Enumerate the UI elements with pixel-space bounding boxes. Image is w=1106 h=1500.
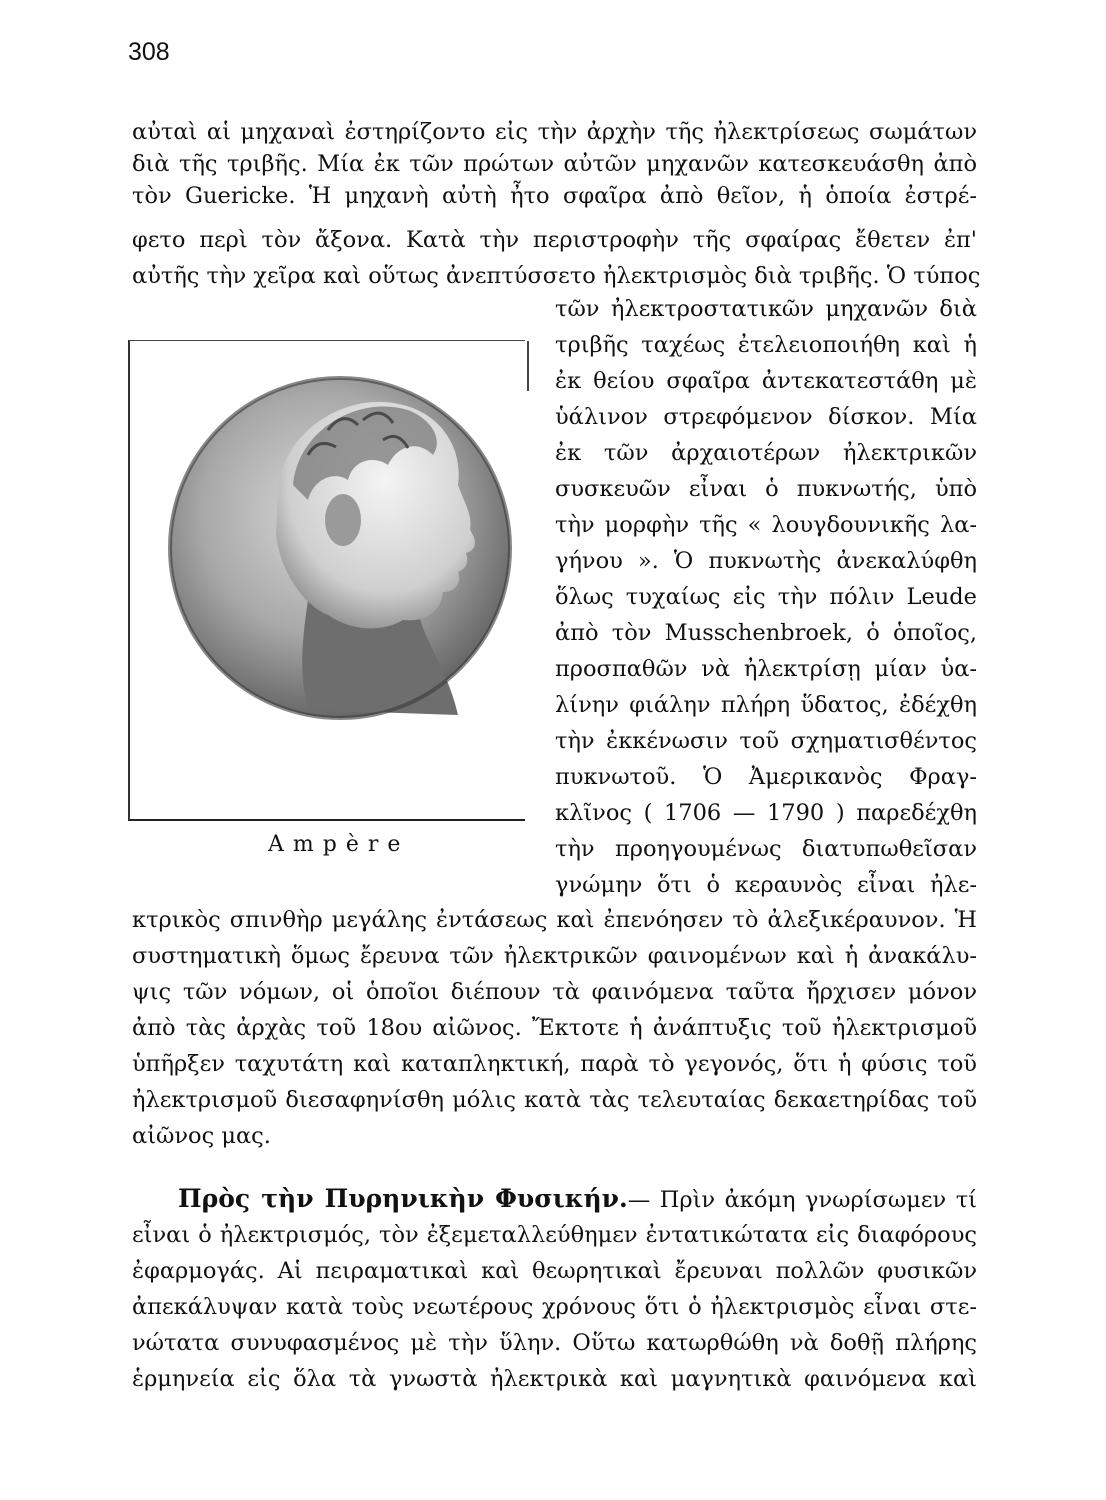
text-line: ἠλεκτρισμοῦ διεσαφηνίσθη μόλις κατὰ τὰς τελευταίας δεκαετηρίδας τοῦ [132,1087,977,1113]
text-line: ἀπὸ τὸν Musschenbroek, ὁ ὁποῖος, [555,620,977,646]
text-line: τῶν ἠλεκτροστατικῶν μηχανῶν διὰ [555,296,977,322]
text-line: αὐταὶ αἱ μηχαναὶ ἐστηρίζοντο εἰς τὴν ἀρχὴν τῆς ἠλεκτρίσεως σωμάτων [132,119,977,145]
page-number: 308 [128,38,170,66]
text-line: προσπαθῶν νὰ ἠλεκτρίσῃ μίαν ὑα- [555,656,977,682]
text-line: ψις τῶν νόμων, οἱ ὁποῖοι διέπουν τὰ φαινόμενα ταῦτα ἤρχισεν μόνον [132,979,977,1005]
section-heading: Πρὸς τὴν Πυρηνικὴν Φυσικήν. [178,1184,628,1213]
text-line: νώτατα συνυφασμένος μὲ τὴν ὕλην. Οὕτω κατωρθώθη νὰ δοθῇ πλήρης [132,1330,977,1356]
text-line: ὑάλινον στρεφόμενον δίσκον. Μία [555,404,977,430]
text-line: ἑρμηνεία εἰς ὅλα τὰ γνωστὰ ἠλεκτρικὰ καὶ μαγνητικὰ φαινόμενα καὶ [132,1366,977,1392]
text-line: τὸν Guericke. Ἡ μηχανὴ αὐτὴ ἦτο σφαῖρα ἀπὸ θεῖον, ἡ ὁποία ἐστρέ- [132,183,977,209]
ampere-medallion-portrait [158,370,518,720]
ear-shape [325,494,361,546]
text-line: ἐκ τῶν ἀρχαιοτέρων ἠλεκτρικῶν [555,440,977,466]
text-line: ἀπὸ τὰς ἀρχὰς τοῦ 18ου αἰῶνος. Ἔκτοτε ἡ ἀνάπτυξις τοῦ ἠλεκτρισμοῦ [132,1015,977,1041]
text-line: συστηματικὴ ὅμως ἔρευνα τῶν ἠλεκτρικῶν φαινομένων καὶ ἡ ἀνακάλυ- [132,943,977,969]
text-line: γήνου ». Ὁ πυκνωτὴς ἀνεκαλύφθη [555,548,977,574]
text-line: ἐκ θείου σφαῖρα ἀντεκατεστάθη μὲ [555,368,977,394]
text-line: τὴν μορφὴν τῆς « λουγδουνικῆς λα- [555,512,977,538]
text-line: ἐφαρμογάς. Αἱ πειραματικαὶ καὶ θεωρητικαὶ ἔρευναι πολλῶν φυσικῶν [132,1258,977,1284]
text-line: τὴν προηγουμένως διατυπωθεῖσαν [555,836,977,862]
section-first-line-text: — Πρὶν ἀκόμη γνωρίσωμεν τί [627,1187,977,1213]
text-line: διὰ τῆς τριβῆς. Μία ἐκ τῶν πρώτων αὐτῶν μηχανῶν κατεσκευάσθη ἀπὸ [132,151,977,177]
text-line: κτρικὸς σπινθὴρ μεγάλης ἐντάσεως καὶ ἐπενόησεν τὸ ἀλεξικέραυνον. Ἡ [132,907,977,933]
figure-caption: Ampère [268,832,410,857]
text-line: γνώμην ὅτι ὁ κεραυνὸς εἶναι ἠλε- [555,872,977,898]
text-line: αὐτῆς τὴν χεῖρα καὶ οὕτως ἀνεπτύσσετο ἠλεκτρισμὸς διὰ τριβῆς. Ὁ τύπος [132,263,981,289]
text-line: κλῖνος ( 1706 — 1790 ) παρεδέχθη [555,800,977,826]
text-line: αἰῶνος μας. [132,1123,271,1149]
text-line: εἶναι ὁ ἠλεκτρισμός, τὸν ἐξεμεταλλεύθημεν ἐντατικώτατα εἰς διαφόρους [132,1222,977,1248]
text-line: συσκευῶν εἶναι ὁ πυκνωτής, ὑπὸ [555,476,977,502]
section-first-line [178,1184,977,1215]
text-line: φετο περὶ τὸν ἄξονα. Κατὰ τὴν περιστροφὴν τῆς σφαίρας ἔθετεν ἐπ' [132,227,977,253]
text-line: ὅλως τυχαίως εἰς τὴν πόλιν Leude [555,584,977,610]
text-line: πυκνωτοῦ. Ὁ Ἀμερικανὸς Φραγ- [555,764,977,790]
text-line: τριβῆς ταχέως ἐτελειοποιήθη καὶ ἡ [555,332,977,358]
text-line: ἀπεκάλυψαν κατὰ τοὺς νεωτέρους χρόνους ὅτι ὁ ἠλεκτρισμὸς εἶναι στε- [132,1294,977,1320]
text-line: λίνην φιάλην πλήρη ὕδατος, ἐδέχθη [555,692,977,718]
text-line: τὴν ἐκκένωσιν τοῦ σχηματισθέντος [555,728,977,754]
text-line: ὑπῆρξεν ταχυτάτη καὶ καταπληκτική, παρὰ τὸ γεγονός, ὅτι ἡ φύσις τοῦ [132,1051,977,1077]
